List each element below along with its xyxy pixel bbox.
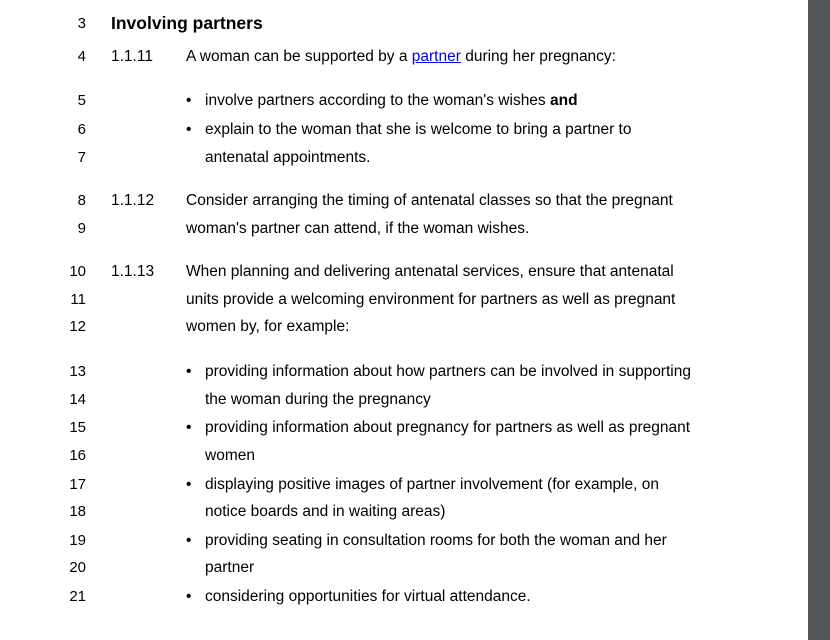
bullet-text-continuation: women (205, 447, 255, 464)
line-number: 5 (77, 92, 86, 109)
bullet-glyph: • (186, 532, 192, 549)
line-number: 13 (69, 363, 86, 380)
bullet-glyph: • (186, 476, 192, 493)
text-segment: A woman can be supported by a (186, 48, 412, 65)
recommendation-number: 1.1.13 (111, 263, 155, 280)
bullet-glyph: • (186, 121, 192, 138)
line-number: 20 (69, 559, 86, 576)
line-number: 4 (77, 48, 86, 65)
bullet-text-continuation: antenatal appointments. (205, 149, 371, 166)
bullet-text-continuation: the woman during the pregnancy (205, 391, 431, 408)
line-number: 14 (69, 391, 86, 408)
line-number: 11 (70, 291, 86, 308)
bullet-glyph: • (186, 92, 192, 109)
line-number: 21 (69, 588, 86, 605)
bullet-text: providing information about pregnancy for partners as well as pregnant (205, 419, 691, 436)
line-number: 17 (69, 476, 86, 493)
bullet-text: considering opportunities for virtual attendance. (205, 588, 531, 605)
recommendation-text: units provide a welcoming environment for partners as well as pregnant (186, 291, 676, 308)
recommendation-text (186, 48, 616, 66)
recommendation-number: 1.1.12 (111, 192, 155, 209)
line-number: 12 (69, 318, 86, 335)
recommendation-text: woman's partner can attend, if the woman wishes. (186, 220, 530, 237)
text-segment: during her pregnancy: (460, 48, 616, 65)
bullet-glyph: • (186, 363, 192, 380)
line-number: 10 (69, 263, 86, 280)
bullet-glyph: • (186, 588, 192, 605)
partner-link[interactable]: partner (411, 48, 461, 65)
bullet-text-continuation: notice boards and in waiting areas) (205, 503, 446, 520)
bullet-text: explain to the woman that she is welcome to bring a partner to (205, 121, 632, 138)
line-number: 6 (77, 121, 86, 138)
line-number: 3 (77, 15, 86, 32)
line-number: 15 (69, 419, 86, 436)
bullet-text: providing seating in consultation rooms for both the woman and her (205, 532, 667, 549)
bullet-text: displaying positive images of partner involvement (for example, on (205, 476, 660, 493)
bullet-text (205, 92, 578, 110)
recommendation-text: When planning and delivering antenatal services, ensure that antenatal (186, 263, 674, 280)
line-number: 18 (69, 503, 86, 520)
line-number: 7 (77, 149, 86, 166)
text-segment: involve partners according to the woman's wishes (205, 92, 550, 109)
recommendation-text: women by, for example: (186, 318, 350, 335)
line-number: 9 (77, 220, 86, 237)
viewer-background (808, 0, 830, 640)
bold-and: and (550, 92, 578, 109)
section-heading: Involving partners (111, 13, 263, 33)
bullet-glyph: • (186, 419, 192, 436)
bullet-text: providing information about how partners can be involved in supporting (205, 363, 691, 380)
bullet-text-continuation: partner (205, 559, 255, 576)
line-number: 8 (77, 192, 86, 209)
recommendation-text: Consider arranging the timing of antenatal classes so that the pregnant (186, 192, 673, 209)
line-number: 19 (69, 532, 86, 549)
line-number: 16 (69, 447, 86, 464)
recommendation-number: 1.1.11 (111, 48, 153, 65)
